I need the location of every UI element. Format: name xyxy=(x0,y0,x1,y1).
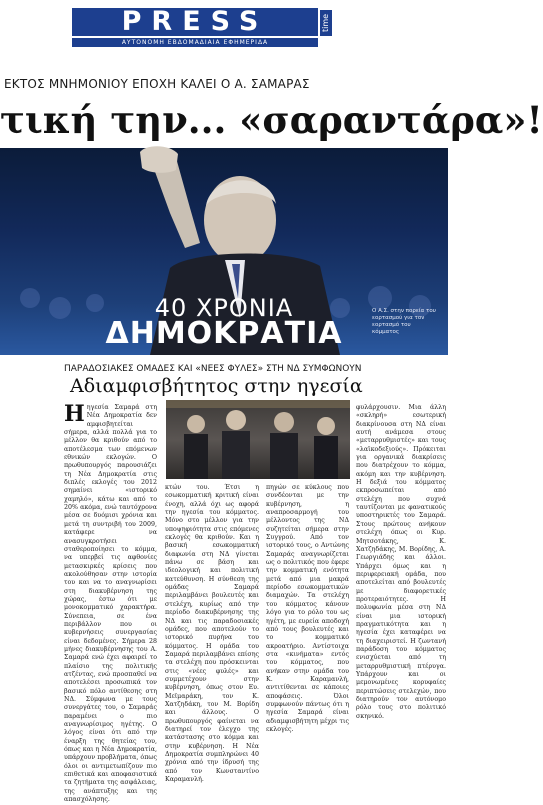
drop-cap: Η xyxy=(64,401,85,427)
article-kicker: ΕΚΤΟΣ ΜΝΗΜΟΝΙΟΥ ΕΠΟΧΗ ΚΑΛΕΙ Ο Α. ΣΑΜΑΡΑΣ xyxy=(4,77,310,91)
article-headline: τική την... «σαραντάρα»! xyxy=(0,98,543,142)
secondary-photo xyxy=(166,400,350,479)
column-2-text: κτών του. Έτσι η εσωκομματική κριτική είναι ένοχη, αλλά όχι ως αφορά την ηγεσία του κόμματος. Μόνο στο μέλλον για την υποψηφιότητα στις επόμενες εκλογές θα κριθούν. Και η βασική εσωκομματική διαφωνία στη ΝΔ γίνεται πάνω σε βάση και ιδεολογική και πολιτική κατεύθυνση. Η σύνθεση της ομάδας Σαμαρά περιλαμβάνει βουλευτές και στελέχη, κυρίως από την περίοδο διακυβέρνησης της ΝΔ και τις παραδοσιακές ομάδες, που αποτελούν το ιστορικό πυρήνα του κόμματος. Η ομάδα του Σαμαρά περιλαμβάνει επίσης τα στελέχη που πρόσκεινται στις «νέες φυλές» και συμμετέχουν στην κυβέρνηση, όπως στον Ευ. Μεϊμαράκη, τον Κ. Χατζηδάκη, τον Μ. Βορίδη και άλλους. Ο πρωθυπουργός φαίνεται να διατηρεί τον έλεγχο της κατάστασης στο κόμμα και στην κυβέρνηση. Η Νέα Δημοκρατία συμπληρώνει 40 χρόνια από την ίδρυσή της από τον Κωνσταντίνο Καραμανλή. xyxy=(165,484,259,784)
secondary-photo-illustration xyxy=(166,400,350,479)
masthead-tagline: ΑΥΤΟΝΟΜΗ ΕΒΔΟΜΑΔΙΑΙΑ ΕΦΗΜΕΡΙΔΑ xyxy=(72,38,318,47)
column-1-text: ηγεσία Σαμαρά στη Νέα Δημοκρατία δεν αμφισβητείται σήμερα, αλλά πολλά για το μέλλον θα κριθούν από το αποτέλεσμα των επόμενων εθνικών εκλογών. Ο πρωθυπουργός παρουσιάζει τη Νέα Δημοκρατία στις διπλές εκλογές του 2012 σημαίνει «ιστορικό χαμηλό», κάτω και από το 20% ακόμα, ενώ ταυτόχρονα μέσα σε δυόμισι χρόνια και μετά τη συντριβή του 2009, κατάφερε να ανασυγκροτήσει σταθεροποίησει το κόμμα, να υπερβεί τις αφθονίες μετασκιρκές κρίσεις που ακολούθησαν στην ιστορία του και να το αναγνωρίσει στη διακυβέρνηση της χώρας, έστω ότι με μονοκομματικό χαρακτήρα. Σύνεπεια, σε ένα περιβάλλον που οι κυβερνήσεις συνεργασίας είναι δεδομένες. Σήμερα 28 μήνες διακυβέρνησης του Α. Σαμαρά ενώ έχει αφαιρεί το πλαίσιο της πολιτικής ατζέντας, ενώ προσπαθεί να αποτελέσει προσωπικά τον βασικό πόλο αντίθεσης στη ΝΔ. Σύμφωνα με τους συνεργάτες του, ο Σαμαράς παραμένει ο πιο αναγνωρίσιμος ηγέτης. Ο λόγος είναι ότι από την έναρξη της θητείας του, όπως και η Νέα Δημοκρατία, υπάρχουν προβλήματα, όπως όλοι οι αντιμετωπίζουν πιο επιθετικά και αποφασιστικά τα ζητήματα της ασφάλειας, της ανάπτυξης και της απασχόλησης. xyxy=(64,404,157,804)
section-subhead: Αδιαμφισβήτητος στην ηγεσία xyxy=(70,375,363,397)
section-kicker: ΠΑΡΑΔΟΣΙΑΚΕΣ ΟΜΑΔΕΣ ΚΑΙ «ΝΕΕΣ ΦΥΛΕΣ» ΣΤΗ ΝΔ ΣΥΜΦΩΝΟΥΝ xyxy=(64,364,362,374)
photo-title-democracy: ΔΗΜΟΚΡΑΤΙΑ xyxy=(105,316,343,351)
photo-title-years: 40 ΧΡΟΝΙΑ xyxy=(154,294,294,322)
article-column-2 xyxy=(165,484,259,795)
column-3-text: πηγών σε κύκλους που συνδέονται με την κυβέρνηση, η αναπροσαρμογή του μέλλοντος της ΝΔ συζητείται σήμερα στην Συγγρού. Από τον ιστορικό τους, ο Αντώνης Σαμαράς αναγνωρίζεται ως ο πολιτικός που έφερε την κομματική ενότητα μετά από μια μακρά περίοδο εσωκομματικών διαμαχών. Τα στελέχη του κόμματος κάνουν λόγο για το ρόλο του ως ηγέτη, με ευρεία αποδοχή από τους βουλευτές και το κομματικό ακροατήριο. Αντίστοιχα στα «κινήματα» εντός του κόμματος, που ανήκαν στην ομάδα του Κ. Καραμανλή, αντιτίθενται σε κάποιες αποφάσεις. Όλοι συμφωνούν πάντως ότι η ηγεσία Σαμαρά είναι αδιαμφισβήτητη μέχρι τις εκλογές. xyxy=(266,484,349,733)
column-4-text: φυλάρχουσιν. Μια άλλη «σκληρή» εσωτερική διακρίνουσα στη ΝΔ είναι αυτή ανάμεσα στους «μεταρρυθμιστές» και τους «λαϊκοδεξιούς». Πρόκειται για οργανικά διακρίσεις που διατρέχουν το κόμμα, ακόμη και την κυβέρνηση. Η δεξιά του κόμματος εκπροσωπείται από στελέχη που συχνά ταυτίζονται με φανατικούς υποστηρικτές του Σαμαρά. Στους πρώτους ανήκουν στελέχη όπως οι Κυρ. Μητσοτάκης, Κ. Χατζηδάκης, Μ. Βορίδης, Α. Γεωργιάδης και άλλοι. Υπάρχει όμως και η περιφερειακή ομάδα, που αποτελείται από βουλευτές με διαφορετικές προτεραιότητες. Η πολυφωνία μέσα στη ΝΔ είναι μια ιστορική πραγματικότητα και η ηγεσία έχει καταφέρει να τη διαχειριστεί. Η ζωντανή παράδοση του κόμματος ενισχύεται από τη μεταρρυθμιστική πτέρυγα. Υπάρχουν και οι μεμονωμένες κορυφαίες περιπτώσεις στελεχών, που διατηρούν τον αυτόνομο ρόλο τους στο πολιτικό σκηνικό. xyxy=(356,404,446,720)
photo-caption: Ο Α.Σ. στην πορεία του εορτασμού για τον εορτασμό του κόμματος xyxy=(372,308,436,335)
article-column-4 xyxy=(356,404,446,795)
masthead xyxy=(72,8,334,48)
article-column-1 xyxy=(64,401,157,804)
newspaper-logo: PRESS xyxy=(72,8,318,36)
article-column-3 xyxy=(266,484,349,795)
logo-suffix: time xyxy=(320,10,332,36)
